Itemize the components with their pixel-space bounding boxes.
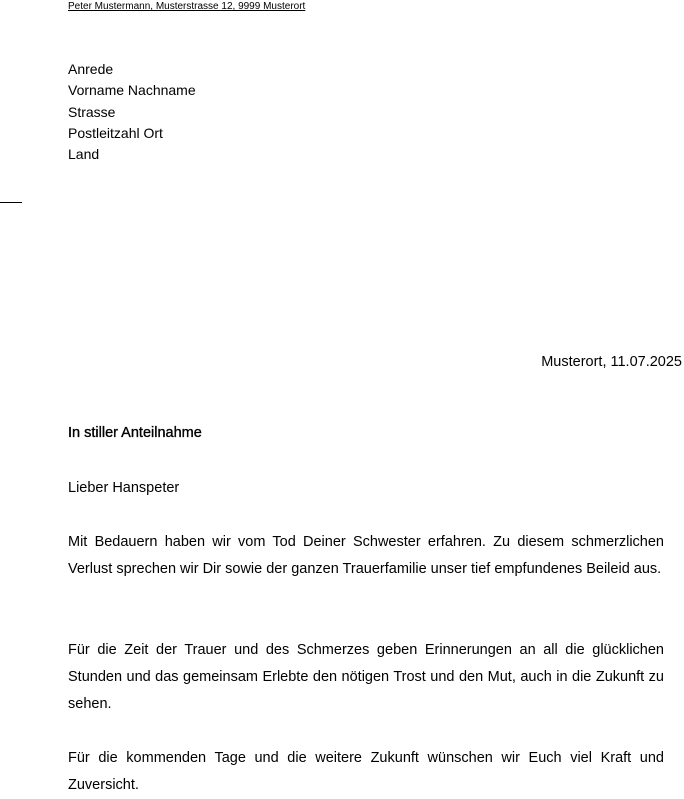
recipient-name-line: Vorname Nachname [68, 82, 196, 99]
letter-salutation: Lieber Hanspeter [68, 480, 180, 496]
body-paragraph: Für die kommenden Tage und die weitere Zukunft wünschen wir Euch viel Kraft und Zuversicht. [68, 750, 664, 793]
letter-subject: In stiller Anteilnahme [68, 425, 202, 441]
recipient-country-line: Land [68, 146, 100, 162]
recipient-street-line: Strasse [68, 103, 116, 120]
place-date-line: Musterort, 11.07.2025 [541, 354, 682, 370]
body-paragraph: Mit Bedauern haben wir vom Tod Deiner Schwester erfahren. Zu diesem schmerzlichen Verlust sprechen wir Dir sowie der ganzen Trauerfamilie unser tief empfundenes Beileid aus. [68, 534, 664, 577]
sender-address-line: Peter Mustermann, Musterstrasse 12, 9999 Musterort [68, 1, 306, 12]
recipient-salutation-line: Anrede [68, 61, 114, 77]
recipient-address-block [68, 59, 196, 165]
recipient-city-line: Postleitzahl Ort [68, 124, 163, 141]
fold-mark [0, 202, 22, 203]
body-paragraph: Für die Zeit der Trauer und des Schmerzes geben Erinnerungen an all die glücklichen Stunden und das gemeinsam Erlebte den nötigen Trost und den Mut, auch in die Zukunft zu sehen. [68, 642, 664, 712]
